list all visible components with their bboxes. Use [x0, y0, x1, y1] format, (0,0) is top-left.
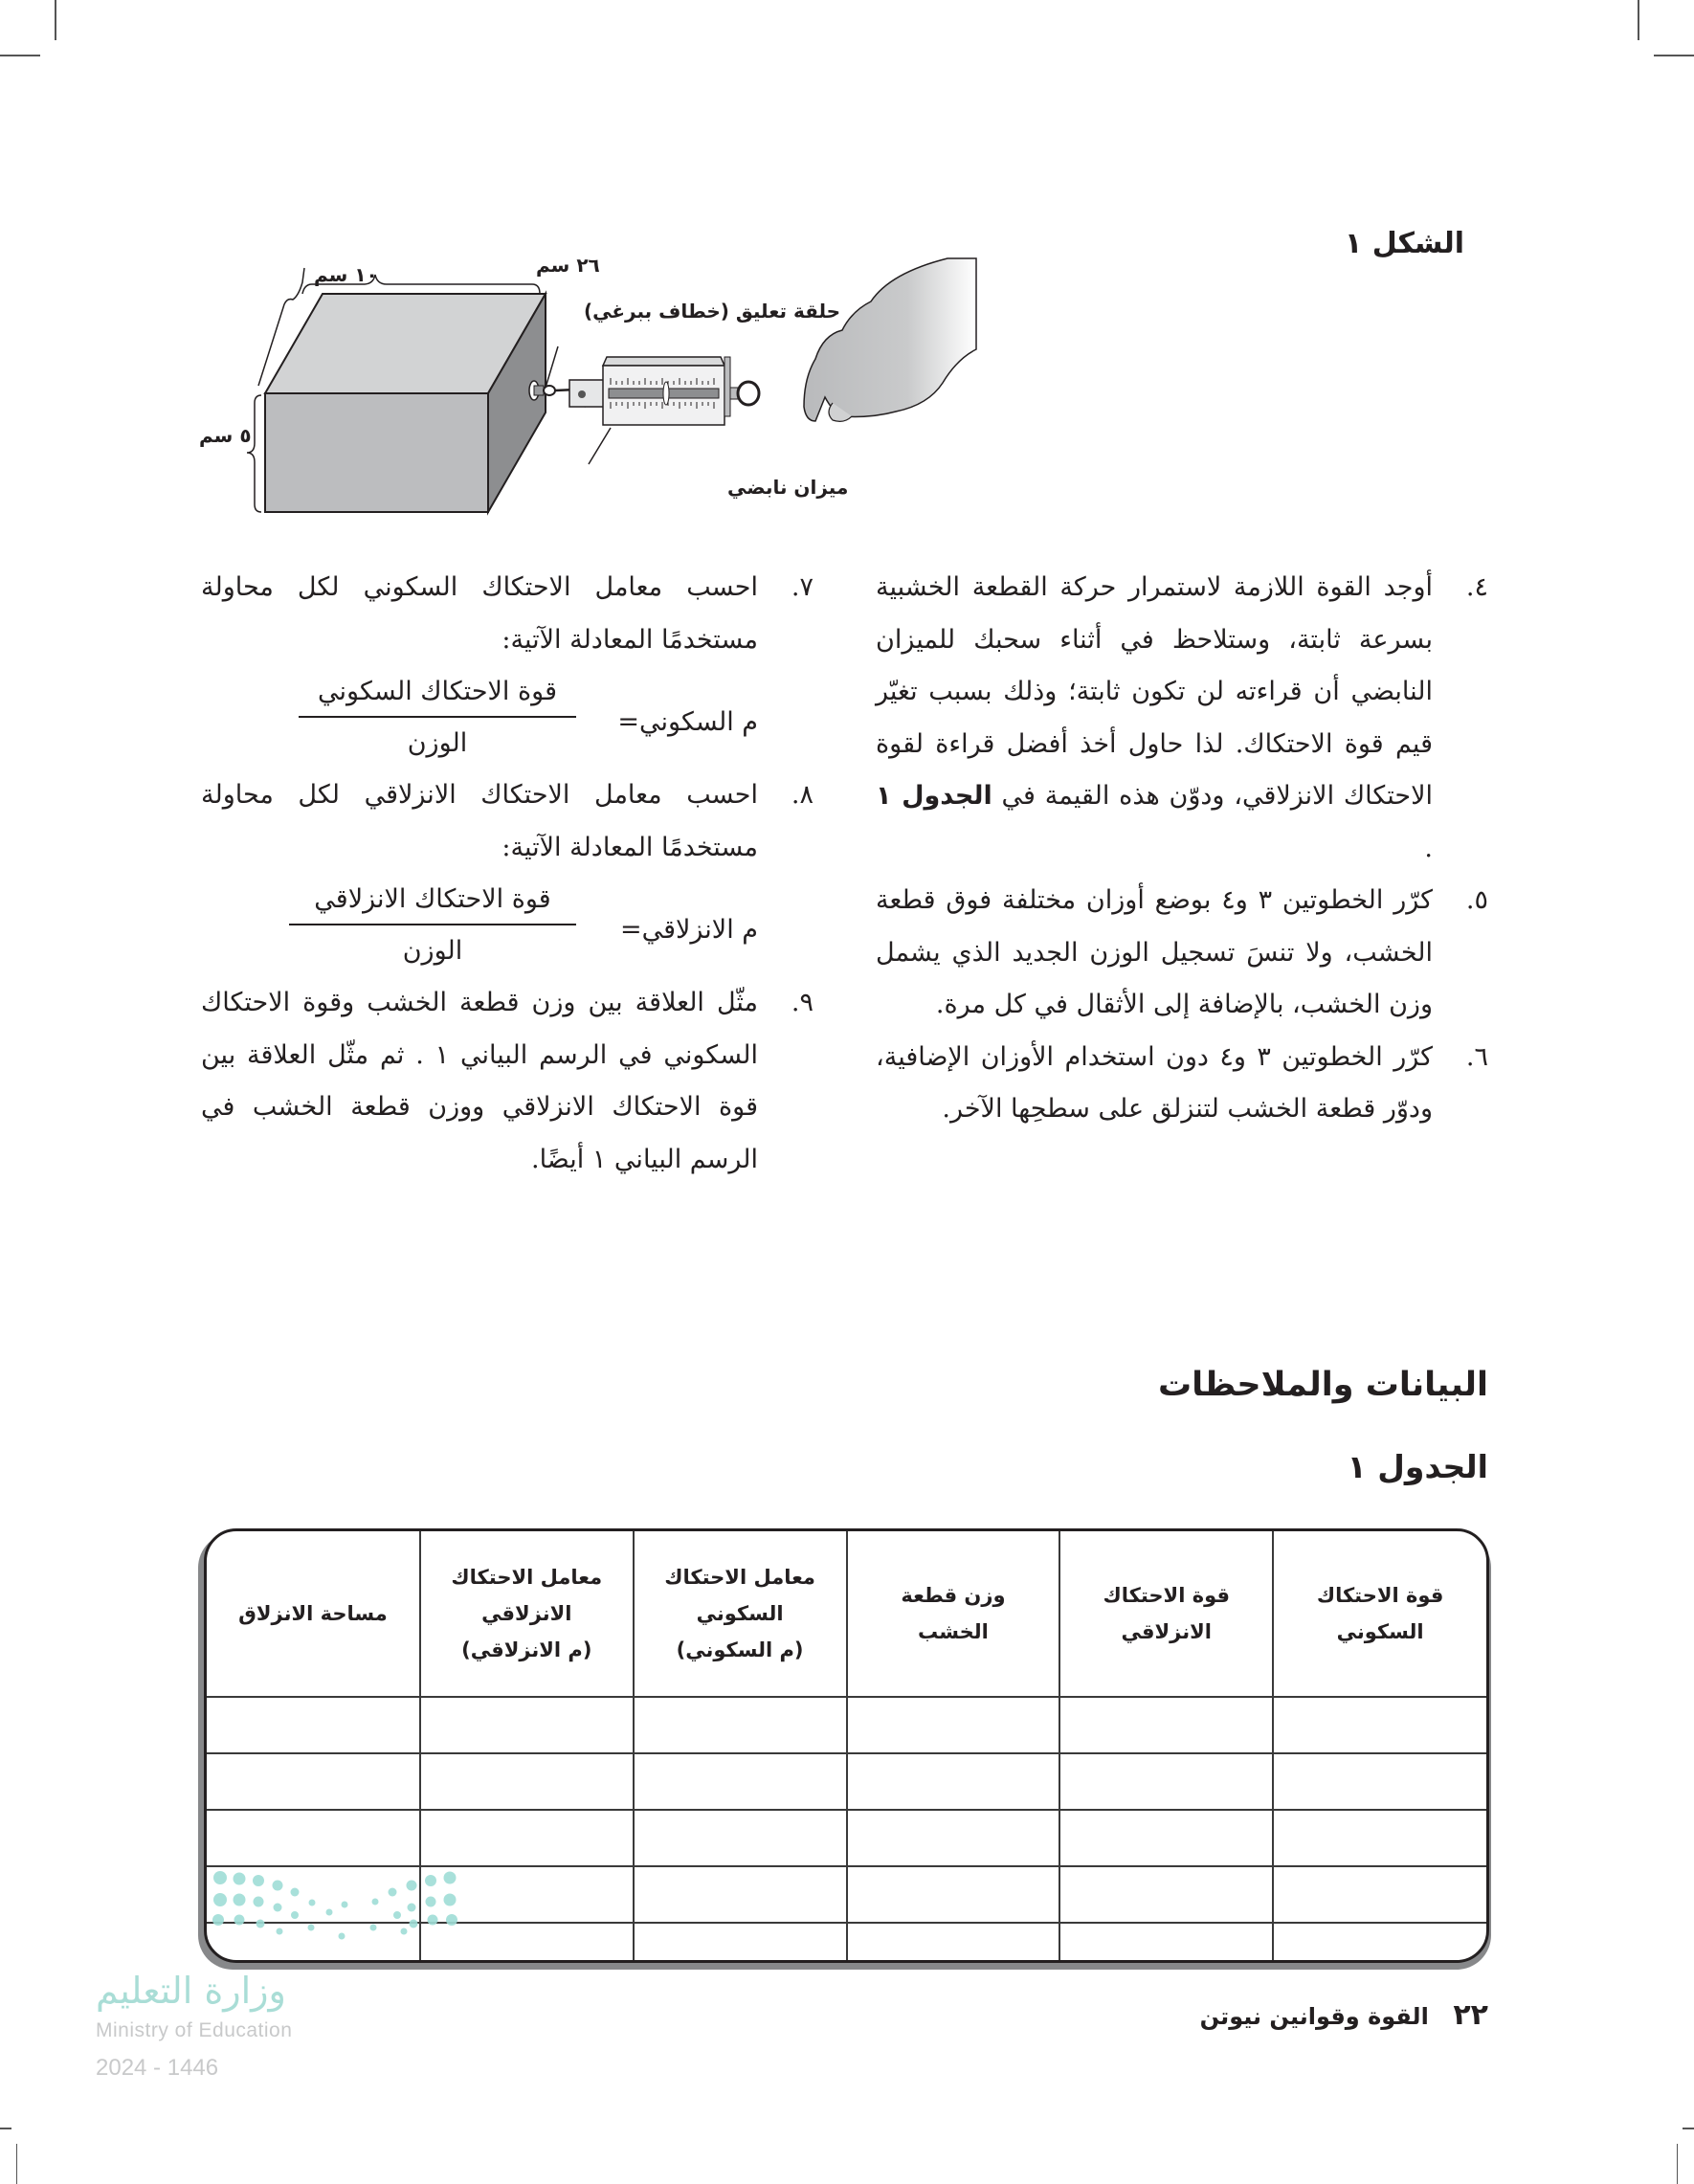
step-5	[876, 875, 1488, 1032]
table-cell[interactable]	[847, 1866, 1060, 1923]
step-4	[876, 562, 1488, 875]
table-title: الجدول ١	[1347, 1448, 1488, 1485]
figure-title: الشكل ١	[1344, 227, 1464, 260]
table-row	[207, 1810, 1486, 1866]
table-header-row	[207, 1531, 1486, 1697]
table-cell[interactable]	[634, 1810, 847, 1866]
step-8	[201, 769, 814, 977]
label-length: ٢٦ سم	[536, 254, 600, 277]
table-cell[interactable]	[1059, 1753, 1273, 1810]
table-cell[interactable]	[420, 1697, 634, 1753]
table-cell[interactable]	[1273, 1697, 1486, 1753]
table-cell[interactable]	[1273, 1753, 1486, 1810]
table-cell[interactable]	[634, 1697, 847, 1753]
table-cell[interactable]	[847, 1923, 1060, 1963]
figure-1	[199, 215, 1464, 531]
table-cell[interactable]	[634, 1753, 847, 1810]
step-text: كرّر الخطوتين ٣ و٤ بوضع أوزان مختلفة فوق قطعة الخشب، ولا تنسَ تسجيل الوزن الجديد الذي يشمل وزن الخشب، بالإضافة إلى الأثقال في كل مرة.	[876, 885, 1433, 1019]
table-cell[interactable]	[847, 1753, 1060, 1810]
header-sliding-area: مساحة الانزلاق	[207, 1531, 420, 1697]
table-cell[interactable]	[847, 1697, 1060, 1753]
table-cell[interactable]	[1273, 1866, 1486, 1923]
header-static-coefficient: معامل الاحتكاك السكوني (م السكوني)	[634, 1531, 847, 1697]
equation-numerator: قوة الاحتكاك السكوني	[318, 677, 557, 706]
steps-left-column	[201, 562, 814, 1186]
crop-mark	[16, 2144, 17, 2184]
equation-numerator: قوة الاحتكاك الانزلاقي	[314, 884, 551, 914]
crop-mark	[1654, 55, 1694, 56]
step-text: أوجد القوة اللازمة لاستمرار حركة القطعة الخشبية بسرعة ثابتة، وستلاحظ في أثناء سحبك للميزان النابضي أن قراءته لن تكون ثابتة؛ وذلك بسبب تغيّر قيم قوة الاحتكاك. لذا حاول أخذ أفضل قراءة لقوة الاحتكاك الانزلاقي، ودوّن هذه القيمة في	[876, 572, 1433, 811]
label-spring-scale: ميزان نابضي	[727, 476, 849, 499]
table-cell[interactable]	[420, 1753, 634, 1810]
crop-mark	[1677, 2144, 1678, 2184]
wood-block	[265, 294, 546, 512]
label-hook: حلقة تعليق (خطاف ببرغي)	[584, 300, 841, 323]
table-cell[interactable]	[1273, 1810, 1486, 1866]
ministry-logo-dots	[211, 1866, 459, 1943]
step-text: احسب معامل الاحتكاك السكوني لكل محاولة مستخدمًا المعادلة الآتية:	[201, 572, 758, 655]
header-kinetic-friction-force: قوة الاحتكاك الانزلاقي	[1059, 1531, 1273, 1697]
step-7	[201, 562, 814, 769]
equation-lhs: م الانزلاقي=	[619, 915, 758, 945]
label-width: ١٠ سم	[314, 263, 378, 286]
table-cell[interactable]	[1059, 1923, 1273, 1963]
steps-right-column	[876, 562, 1488, 1136]
crop-mark	[55, 0, 56, 40]
page-footer	[1200, 1998, 1488, 2032]
label-height: ٥ سم	[199, 424, 252, 447]
header-kinetic-coefficient: معامل الاحتكاك الانزلاقي (م الانزلاقي)	[420, 1531, 634, 1697]
spring-scale	[569, 357, 759, 425]
step-number: ٧.	[791, 572, 814, 602]
table-cell[interactable]	[207, 1697, 420, 1753]
page-number: ٢٢	[1453, 1998, 1488, 2032]
table-cell[interactable]	[207, 1810, 420, 1866]
hand	[804, 258, 976, 421]
step-9	[201, 977, 814, 1186]
step-6	[876, 1032, 1488, 1136]
table-cell[interactable]	[420, 1810, 634, 1866]
crop-mark	[1683, 2128, 1694, 2129]
header-wood-weight: وزن قطعة الخشب	[847, 1531, 1060, 1697]
table-row	[207, 1753, 1486, 1810]
table-cell[interactable]	[634, 1923, 847, 1963]
table-cell[interactable]	[1059, 1866, 1273, 1923]
table-cell[interactable]	[1059, 1810, 1273, 1866]
equation-denominator: الوزن	[407, 728, 468, 758]
ministry-logo-arabic: وزارة التعليم	[96, 1970, 286, 2012]
section-title: البيانات والملاحظات	[1157, 1366, 1488, 1404]
step-number: ٦.	[1465, 1041, 1488, 1072]
ministry-logo-english: Ministry of Education	[96, 2019, 293, 2041]
table-cell[interactable]	[1059, 1697, 1273, 1753]
step-number: ٥.	[1465, 885, 1488, 915]
step-number: ٨.	[791, 780, 814, 810]
step-number: ٩.	[791, 988, 814, 1017]
ministry-logo-year: 2024 - 1446	[96, 2055, 219, 2081]
equation-static-coefficient	[201, 666, 758, 769]
table-reference: الجدول ١	[876, 781, 992, 811]
crop-mark	[0, 2128, 11, 2129]
table-cell[interactable]	[1273, 1923, 1486, 1963]
table-cell[interactable]	[634, 1866, 847, 1923]
crop-mark	[0, 55, 40, 56]
table-row	[207, 1697, 1486, 1753]
table-cell[interactable]	[847, 1810, 1060, 1866]
header-static-friction-force: قوة الاحتكاك السكوني	[1273, 1531, 1486, 1697]
step-text: كرّر الخطوتين ٣ و٤ دون استخدام الأوزان الإضافية، ودوّر قطعة الخشب لتنزلق على سطحِها الآخر.	[876, 1041, 1433, 1124]
chapter-title: القوة وقوانين نيوتن	[1199, 2003, 1429, 2030]
equation-lhs: م السكوني=	[617, 707, 758, 737]
brace-height	[247, 395, 261, 512]
step-text: مثّل العلاقة بين وزن قطعة الخشب وقوة الاحتكاك السكوني في الرسم البياني ١ . ثم مثّل العلاقة بين قوة الاحتكاك الانزلاقي ووزن قطعة الخشب في الرسم البياني ١ أيضًا.	[201, 988, 759, 1174]
crop-mark	[1638, 0, 1639, 40]
step-text-tail: .	[1424, 833, 1433, 863]
equation-denominator: الوزن	[402, 936, 463, 966]
table-cell[interactable]	[207, 1753, 420, 1810]
pointer-scale	[589, 428, 611, 464]
equation-kinetic-coefficient	[201, 874, 758, 977]
pointer-hook	[546, 346, 558, 388]
step-number: ٤.	[1465, 572, 1488, 602]
step-text: احسب معامل الاحتكاك الانزلاقي لكل محاولة مستخدمًا المعادلة الآتية:	[201, 780, 758, 862]
